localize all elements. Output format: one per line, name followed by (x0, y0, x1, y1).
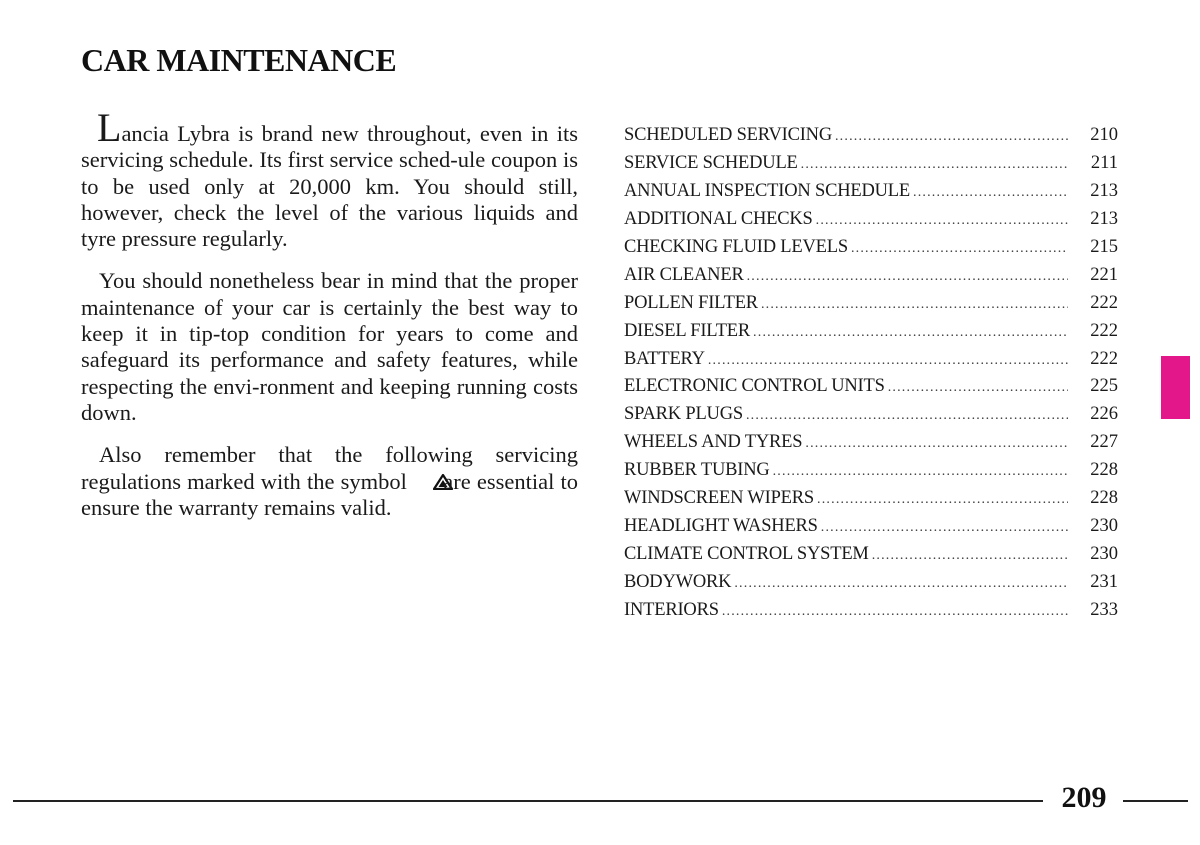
toc-entry[interactable] (624, 457, 1118, 485)
toc-entry-page: 213 (1090, 208, 1118, 229)
toc-leader-dots (722, 598, 1068, 626)
footer-rule-left (13, 800, 1043, 802)
toc-entry[interactable] (624, 206, 1118, 234)
toc-entry[interactable] (624, 150, 1118, 178)
toc-entry[interactable] (624, 318, 1118, 346)
toc-leader-dots (835, 123, 1068, 151)
toc-leader-dots (851, 235, 1068, 263)
toc-entry-label: ADDITIONAL CHECKS (624, 208, 813, 229)
intro-text (81, 105, 578, 537)
toc-entry-page: 222 (1090, 320, 1118, 341)
toc-entry-label: DIESEL FILTER (624, 320, 751, 341)
table-of-contents (624, 122, 1118, 625)
toc-leader-dots (888, 374, 1068, 402)
toc-leader-dots (746, 402, 1068, 430)
toc-entry-page: 210 (1090, 125, 1118, 145)
toc-entry-page: 228 (1090, 488, 1118, 509)
toc-leader-dots (734, 570, 1068, 598)
toc-entry-page: 221 (1090, 264, 1118, 285)
drop-cap: L (97, 105, 122, 150)
toc-leader-dots (913, 179, 1068, 207)
toc-entry-page: 233 (1090, 599, 1118, 620)
toc-entry-page: 230 (1090, 544, 1118, 565)
toc-entry-page: 230 (1090, 516, 1118, 537)
toc-entry[interactable] (624, 234, 1118, 262)
toc-entry[interactable] (624, 178, 1118, 206)
toc-entry-label: SCHEDULED SERVICING (624, 125, 832, 145)
toc-entry-label: ELECTRONIC CONTROL UNITS (624, 376, 885, 397)
toc-entry-page: 215 (1090, 236, 1118, 257)
toc-entry-page: 225 (1090, 376, 1118, 397)
intro-paragraph-2: You should nonetheless bear in mind that the proper maintenance of your car is certainly the best way to keep it in tip-top condition for years to come and safeguard its performance and safety features, while respecting the envi-ronment and keeping running costs down. (81, 268, 578, 425)
toc-entry-label: SERVICE SCHEDULE (624, 152, 798, 173)
toc-entry[interactable] (624, 485, 1118, 513)
intro-paragraph-3 (81, 442, 578, 521)
toc-leader-dots (801, 151, 1068, 179)
toc-entry[interactable] (624, 597, 1118, 625)
toc-entry-label: CLIMATE CONTROL SYSTEM (624, 544, 869, 565)
page-title: CAR MAINTENANCE (81, 42, 397, 78)
toc-entry[interactable] (624, 429, 1118, 457)
toc-entry-label: RUBBER TUBING (624, 460, 770, 481)
toc-entry[interactable] (624, 401, 1118, 429)
toc-entry-page: 211 (1090, 152, 1118, 173)
toc-leader-dots (872, 542, 1068, 570)
toc-entry-label: WINDSCREEN WIPERS (624, 488, 815, 509)
toc-entry-page: 231 (1090, 572, 1118, 592)
footer-rule-right (1123, 800, 1188, 802)
toc-leader-dots (816, 207, 1068, 235)
toc-leader-dots (817, 486, 1068, 514)
toc-entry-page: 227 (1090, 432, 1118, 453)
intro-paragraph-3-text-after: are essential to ensure the warranty remains valid. (81, 468, 578, 520)
toc-leader-dots (805, 430, 1068, 458)
toc-entry[interactable] (624, 373, 1118, 401)
intro-paragraph-1 (81, 105, 578, 252)
toc-entry-label: AIR CLEANER (624, 264, 744, 285)
toc-entry-page: 213 (1090, 180, 1118, 201)
toc-entry-label: SPARK PLUGS (624, 404, 743, 425)
toc-entry-label: BATTERY (624, 348, 705, 369)
toc-entry-label: WHEELS AND TYRES (624, 432, 803, 453)
toc-entry[interactable] (624, 346, 1118, 374)
toc-entry[interactable] (624, 262, 1118, 290)
toc-entry[interactable] (624, 569, 1118, 597)
toc-entry-page: 228 (1090, 460, 1118, 481)
toc-entry-label: CHECKING FLUID LEVELS (624, 236, 848, 257)
toc-entry[interactable] (624, 290, 1118, 318)
toc-leader-dots (747, 263, 1068, 291)
warning-triangle-icon (415, 470, 435, 486)
toc-leader-dots (708, 347, 1068, 375)
toc-entry-page: 222 (1090, 292, 1118, 313)
toc-entry-label: BODYWORK (624, 572, 732, 592)
toc-entry-label: ANNUAL INSPECTION SCHEDULE (624, 180, 910, 201)
section-tab-marker (1161, 356, 1190, 419)
toc-entry-label: INTERIORS (624, 599, 719, 620)
toc-leader-dots (773, 458, 1068, 486)
toc-entry[interactable] (624, 122, 1118, 150)
toc-leader-dots (821, 514, 1068, 542)
toc-leader-dots (753, 319, 1068, 347)
intro-paragraph-1-text: ancia Lybra is brand new throughout, even in its servicing schedule. Its first service sched-ule coupon is to be used only at 20,000 km. You should still, however, check the level of the various liquids and tyre pressure regularly. (81, 121, 578, 252)
toc-entry[interactable] (624, 513, 1118, 541)
toc-entry-page: 222 (1090, 348, 1118, 369)
toc-entry[interactable] (624, 541, 1118, 569)
toc-leader-dots (761, 291, 1068, 319)
toc-entry-page: 226 (1090, 404, 1118, 425)
toc-entry-label: POLLEN FILTER (624, 292, 758, 313)
intro-paragraph-3-text-before: Also remember that the following servicing regulations marked with the symbol (81, 442, 578, 494)
page-number: 209 (1061, 781, 1107, 814)
toc-entry-label: HEADLIGHT WASHERS (624, 516, 818, 537)
